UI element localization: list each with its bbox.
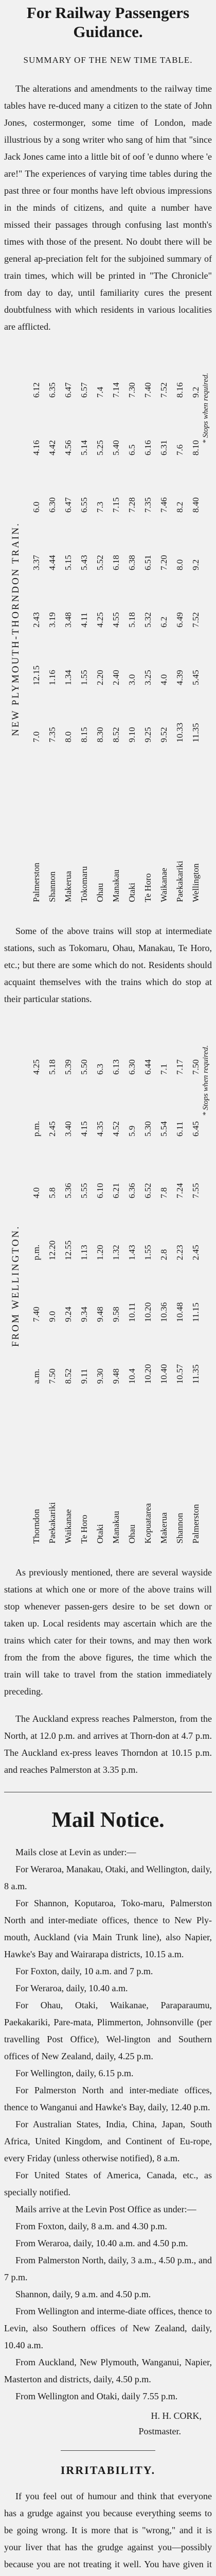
timetable-time: 8.15 <box>79 727 89 742</box>
timetable-time: 2.8 <box>158 1249 169 1260</box>
timetable-station: Palmerston <box>190 1504 201 1544</box>
irritability-title: IRRITABILITY. <box>60 2464 156 2477</box>
timetable-station: Waikanae <box>63 1509 74 1544</box>
timetable-time: 6.21 <box>111 1183 121 1198</box>
timetable-station: Paekakariki <box>47 1502 58 1544</box>
timetable-time: 9.52 <box>158 727 169 742</box>
timetable-station: Waikanae <box>158 868 169 902</box>
timetable-time: 5.54 <box>158 1121 169 1137</box>
timetable-station: Wellington <box>190 863 201 902</box>
timetable-time: 8.16 <box>174 382 185 398</box>
timetable-station: Te Horo <box>142 873 153 902</box>
mail-notice-line: For United States of America, Canada, etc., as specially notified. <box>4 2170 212 2197</box>
timetable-time: 1.16 <box>47 669 58 685</box>
timetable-time: 6.16 <box>142 440 153 455</box>
stops-paragraph: Some of the above trains will stop at intermediate stations, such as Tokomaru, Ohau, Manakau, Te Horo, etc.; but there are some which do not. Residents should acquaint themselves with the trains which do stop at their particular stations. <box>4 926 212 1004</box>
divider <box>61 2450 155 2451</box>
timetable-time: 9.34 <box>79 1307 89 1322</box>
timetable-time: 7.35 <box>47 727 58 742</box>
timetable-time: 4.42 <box>47 440 58 455</box>
timetable-time: 5.25 <box>95 440 105 455</box>
timetable-time: 4.15 <box>79 1121 89 1137</box>
timetable-time: 5.52 <box>95 554 105 570</box>
timetable-time: 6.36 <box>127 1183 137 1198</box>
timetable-time: 6.10 <box>95 1183 105 1198</box>
timetable-station: Paekakariki <box>174 860 185 902</box>
timetable-footnote: * Stops when required. <box>202 1045 210 1116</box>
timetable-station: Shannon <box>174 1513 185 1544</box>
mail-notice-line: From Palmerston North, daily, 3 a.m., 4.50 p.m., and 7 p.m. <box>4 2255 212 2282</box>
timetable-footnote: * Stops when required. <box>202 372 210 444</box>
timetable-time: 3.37 <box>31 554 42 570</box>
timetable-time: 1.13 <box>79 1245 89 1260</box>
timetable-time: 6.52 <box>142 1183 153 1198</box>
timetable-time: 5.8 <box>47 1187 58 1198</box>
timetable-time: 6.30 <box>127 1059 137 1075</box>
timetable-time: 7.40 <box>142 382 153 398</box>
timetable-station: Te Horo <box>79 1515 89 1544</box>
timetable-time: 10.33 <box>174 722 185 742</box>
timetable-time: 6.5 <box>127 444 137 455</box>
timetable-time: 5.18 <box>127 612 137 628</box>
timetable-time: 4.55 <box>111 612 121 628</box>
signature-title: Postmaster. <box>138 2426 181 2436</box>
timetable-time: 6.12 <box>31 382 42 398</box>
timetable-time: 6.0 <box>31 502 42 513</box>
timetable-time: 6.31 <box>158 440 169 455</box>
timetable-heading: NEW PLYMOUTH-THORNDON TRAIN. <box>10 522 21 736</box>
signature: H. H. CORK, <box>151 2411 202 2421</box>
timetable-time: 9.0 <box>47 1311 58 1322</box>
page-column <box>4 0 212 2576</box>
timetable-time: 7.17 <box>174 1059 185 1075</box>
timetable-time: 6.44 <box>142 1059 153 1075</box>
timetable-time: 4.44 <box>47 554 58 570</box>
timetable-time: 4.56 <box>63 440 74 455</box>
timetable-time: 3.25 <box>142 669 153 685</box>
timetable-time: 9.24 <box>63 1307 74 1322</box>
timetable-time: 6.47 <box>63 497 74 513</box>
timetable-time: 9.48 <box>111 1368 121 1384</box>
timetable-time: 7.20 <box>158 554 169 570</box>
timetable-time: 6.3 <box>95 1063 105 1075</box>
timetable-time: 1.43 <box>127 1245 137 1260</box>
timetable-time: 3.19 <box>47 612 58 628</box>
timetable-time: 4.0 <box>31 1187 42 1198</box>
timetable-time: 2.40 <box>111 669 121 685</box>
timetable-time: 7.52 <box>158 382 169 398</box>
timetable-time: 7.50 <box>190 1059 201 1075</box>
timetable-grid <box>29 346 209 912</box>
timetable-time: 7.14 <box>111 382 121 398</box>
timetable-time: 7.3 <box>95 502 105 513</box>
timetable-time: 7.24 <box>174 1183 185 1198</box>
timetable-time: 9.48 <box>95 1307 105 1322</box>
timetable-time: 4.52 <box>111 1121 121 1137</box>
mail-notice-line: For Weraroa, Manakau, Otaki, and Wellington, daily, 8 a.m. <box>4 1864 212 1891</box>
timetable-time: 7.40 <box>31 1307 42 1322</box>
timetable-time: 6.11 <box>174 1121 185 1137</box>
article-title-line1: For Railway Passengers <box>26 4 190 22</box>
mail-notice-line: For Ohau, Otaki, Waikanae, Paraparaumu, Paekakariki, Pare-mata, Plimmerton, Johnsonville (per travelling Post Office), Wel-lington and Southern offices of New Zealand, daily, 4.25 p.m. <box>4 2000 212 2061</box>
timetable-station: Makerua <box>158 1512 169 1544</box>
timetable-from-wellington <box>4 1018 212 1554</box>
timetable-time: 5.55 <box>79 1183 89 1198</box>
timetable-time: 5.45 <box>190 669 201 685</box>
intro-paragraph: The alterations and amendments to the railway time tables have re-duced many a citizen to the state of John Jones, costermonger, some time of London, made illustrious by a song writer who sang of him that "since Jack Jones came into a little bit of oof 'e dunno where 'e are!" The experiences of varying time tables during the past three or four months have left obvious impressions in the minds of citizens, and quite a number have missed their passages through confusing last month's times with those of the present. No doubt there will be general ap-preciation felt for the subjoined summary of train times, which will be printed in "The Chronicle" from day to day, until familiarity cures the present doubtfulness with which residents in various localities are afflicted. <box>4 83 212 332</box>
timetable-time: 11.35 <box>190 723 201 742</box>
timetable-heading: FROM WELLINGTON. <box>10 1225 21 1347</box>
timetable-time: 11.15 <box>190 1302 201 1322</box>
timetable-time: 4.25 <box>95 612 105 628</box>
timetable-time: 6.57 <box>79 382 89 398</box>
mail-notice-body <box>4 1844 212 2405</box>
timetable-time: 3.48 <box>63 612 74 628</box>
timetable-time: 1.34 <box>63 669 74 685</box>
timetable-time: 5.18 <box>47 1059 58 1075</box>
timetable-time: 7.4 <box>95 387 105 398</box>
timetable-time: 10.57 <box>174 1364 185 1384</box>
timetable-station: Palmerston <box>31 862 42 902</box>
timetable-time: 5.36 <box>63 1183 74 1198</box>
timetable-time: 5.40 <box>111 440 121 455</box>
timetable-time: 5.43 <box>79 554 89 570</box>
timetable-time: 10.20 <box>142 1364 153 1384</box>
mail-notice-line: From Wellington and Otaki, daily 7.55 p.m. <box>15 2391 178 2401</box>
timetable-time: 9.11 <box>79 1368 89 1384</box>
timetable-grid <box>29 1018 209 1554</box>
mail-notice-line: From Weraroa, daily, 10.40 a.m. and 4.50 p.m. <box>15 2238 188 2248</box>
timetable-station: Manakau <box>111 1511 121 1544</box>
timetable-station: Thorndon <box>31 1509 42 1544</box>
timetable-time: 5.9 <box>127 1125 137 1137</box>
timetable-time: 3.40 <box>63 1121 74 1137</box>
timetable-time: 7.8 <box>158 1187 169 1198</box>
timetable-new-plymouth-thorndon <box>4 346 212 912</box>
mail-notice-line: Mails close at Levin as under:— <box>15 1847 136 1857</box>
timetable-time: 1.55 <box>79 669 89 685</box>
timetable-station: Ohau <box>127 1524 137 1544</box>
mail-notice-line: From Auckland, New Plymouth, Wanganui, Napier, Masterton and districts, daily, 4.50 p.m. <box>4 2357 212 2384</box>
timetable-time: p.m. <box>31 1244 42 1260</box>
timetable-station: Otaki <box>127 883 137 902</box>
timetable-time: 2.45 <box>47 1121 58 1137</box>
mail-notice-line: Shannon, daily, 9 a.m. and 4.50 p.m. <box>15 2289 151 2299</box>
timetable-time: a.m. <box>31 1368 42 1384</box>
timetable-time: 9.58 <box>111 1307 121 1322</box>
article-subtitle: SUMMARY OF THE NEW TIME TABLE. <box>23 55 193 65</box>
timetable-time: 6.45 <box>190 1121 201 1137</box>
timetable-time: 12.55 <box>63 1240 74 1260</box>
timetable-time: 6.13 <box>111 1059 121 1075</box>
timetable-time: 9.2 <box>190 387 201 398</box>
timetable-time: 5.30 <box>142 1121 153 1137</box>
timetable-time: 10.36 <box>158 1302 169 1322</box>
timetable-time: 10.20 <box>142 1302 153 1322</box>
wayside-paragraph: As previously mentioned, there are several wayside stations at which one or more of the above trains will stop whenever passen-gers desire to be set down or taken up. Local residents may ascertain which are the trains which cater for their towns, and may then work from the from the above figures, the time which the train will take to travel from the station immediately preceding. <box>4 1567 212 1697</box>
timetable-station: Tokomaru <box>79 866 89 902</box>
timetable-time: 7.35 <box>142 497 153 513</box>
timetable-time: 5.14 <box>79 440 89 455</box>
mail-notice-line: For Weraroa, daily, 10.40 a.m. <box>15 1983 128 1993</box>
timetable-time: 2.20 <box>95 669 105 685</box>
mail-notice-line: For Foxton, daily, 10 a.m. and 7 p.m. <box>15 1966 153 1976</box>
timetable-time: 10.40 <box>158 1364 169 1384</box>
timetable-time: 10.4 <box>127 1368 137 1384</box>
timetable-time: 8.52 <box>111 727 121 742</box>
timetable-time: 1.55 <box>142 1245 153 1260</box>
timetable-time: 6.38 <box>127 554 137 570</box>
timetable-time: 4.11 <box>79 613 89 628</box>
timetable-time: 4.0 <box>158 674 169 685</box>
timetable-time: 10.48 <box>174 1302 185 1322</box>
timetable-time: 3.0 <box>127 674 137 685</box>
timetable-station: Manakau <box>111 869 121 902</box>
timetable-time: 7.28 <box>127 497 137 513</box>
timetable-time: 8.0 <box>174 559 185 570</box>
timetable-time: 7.6 <box>174 444 185 455</box>
timetable-time: 6.35 <box>47 382 58 398</box>
timetable-time: 5.15 <box>63 554 74 570</box>
timetable-time: 6.55 <box>79 497 89 513</box>
timetable-time: 2.23 <box>174 1245 185 1260</box>
timetable-time: 9.10 <box>127 727 137 742</box>
timetable-station: Kopuatarea <box>142 1503 153 1544</box>
timetable-time: 7.55 <box>190 1183 201 1198</box>
timetable-time: 4.39 <box>174 669 185 685</box>
timetable-time: 6.18 <box>111 554 121 570</box>
timetable-time: 10.11 <box>127 1302 137 1322</box>
timetable-station: Makerua <box>63 871 74 902</box>
timetable-time: 7.46 <box>158 497 169 513</box>
timetable-time: 8.52 <box>63 1368 74 1384</box>
timetable-time: 4.35 <box>95 1121 105 1137</box>
timetable-time: 9.30 <box>95 1368 105 1384</box>
timetable-time: 7.15 <box>111 497 121 513</box>
timetable-time: 12.20 <box>47 1240 58 1260</box>
timetable-time: 6.47 <box>63 382 74 398</box>
timetable-time: 4.16 <box>31 440 42 455</box>
timetable-time: 7.52 <box>190 612 201 628</box>
timetable-station: Shannon <box>47 871 58 902</box>
timetable-time: 11.35 <box>190 1364 201 1384</box>
timetable-time: 6.49 <box>174 612 185 628</box>
mail-notice-title: Mail Notice. <box>51 1808 165 1832</box>
timetable-time: 6.30 <box>47 497 58 513</box>
timetable-time: 1.20 <box>95 1245 105 1260</box>
timetable-time: 2.43 <box>31 612 42 628</box>
timetable-station: Otaki <box>95 1524 105 1544</box>
mail-notice-line: From Wellington and interme-diate offices, thence to Levin, also Southern offices of New Zealand, daily, 10.40 a.m. <box>4 2306 212 2350</box>
timetable-time: 8.10 <box>190 440 201 455</box>
timetable-time: 9.25 <box>142 727 153 742</box>
timetable-time: 1.32 <box>111 1245 121 1260</box>
timetable-time: 7.1 <box>158 1063 169 1075</box>
timetable-time: 2.45 <box>190 1245 201 1260</box>
mail-notice-line: For Australian States, India, China, Japan, South Africa, United Kingdom, and Continent of Eu-rope, every Friday (unless otherwise notified), 8 a.m. <box>4 2119 212 2163</box>
irritability-paragraph: If you feel out of humour and think that everyone has a grudge against you because everything seems to be going wrong. It is more that is "wrong," and it is your liver that has the grudge against you—possibly because you are not treating it well. You have given it <box>4 2491 212 2569</box>
timetable-time: 5.50 <box>79 1059 89 1075</box>
auckland-express-paragraph: The Auckland express reaches Palmerston, from the North, at 12.0 p.m. and arrives at Thorn-don at 4.7 p.m. The Auckland ex-press leaves Thorndon at 10.15 p.m. and reaches Palmerston at 3.35 p.m. <box>4 1714 212 1775</box>
timetable-time: 8.30 <box>95 727 105 742</box>
timetable-time: 6.51 <box>142 554 153 570</box>
timetable-time: 4.25 <box>31 1059 42 1075</box>
timetable-time: 7.30 <box>127 382 137 398</box>
timetable-time: 8.0 <box>63 731 74 742</box>
mail-notice-line: For Palmerston North and inter-mediate offices, thence to Wanganui and Hawke's Bay, daily, 12.40 p.m. <box>4 2085 212 2112</box>
timetable-time: 8.40 <box>190 497 201 513</box>
article-title-line2: Guidance. <box>73 23 143 41</box>
timetable-station: Ohau <box>95 883 105 902</box>
mail-notice-line: For Shannon, Koputaroa, Toko-maru, Palmerston North and inter-mediate offices, thence to New Ply-mouth, Auckland (via Main Trunk line), also Napier, Hawke's Bay and Wairarapa districts, 10.15 a.m. <box>4 1898 212 1959</box>
timetable-time: 8.2 <box>174 502 185 513</box>
timetable-time: 5.39 <box>63 1059 74 1075</box>
timetable-time: p.m. <box>31 1121 42 1137</box>
mail-notice-line: Mails arrive at the Levin Post Office as under:— <box>15 2204 196 2214</box>
mail-notice-line: From Foxton, daily, 8 a.m. and 4.30 p.m. <box>15 2221 167 2231</box>
timetable-time: 6.2 <box>158 616 169 628</box>
timetable-time: 5.32 <box>142 612 153 628</box>
timetable-time: 7.0 <box>31 731 42 742</box>
mail-notice-line: For Wellington, daily, 6.15 p.m. <box>15 2068 134 2078</box>
timetable-time: 9.2 <box>190 559 201 570</box>
timetable-time: 7.50 <box>47 1368 58 1384</box>
timetable-time: 12.15 <box>31 665 42 685</box>
